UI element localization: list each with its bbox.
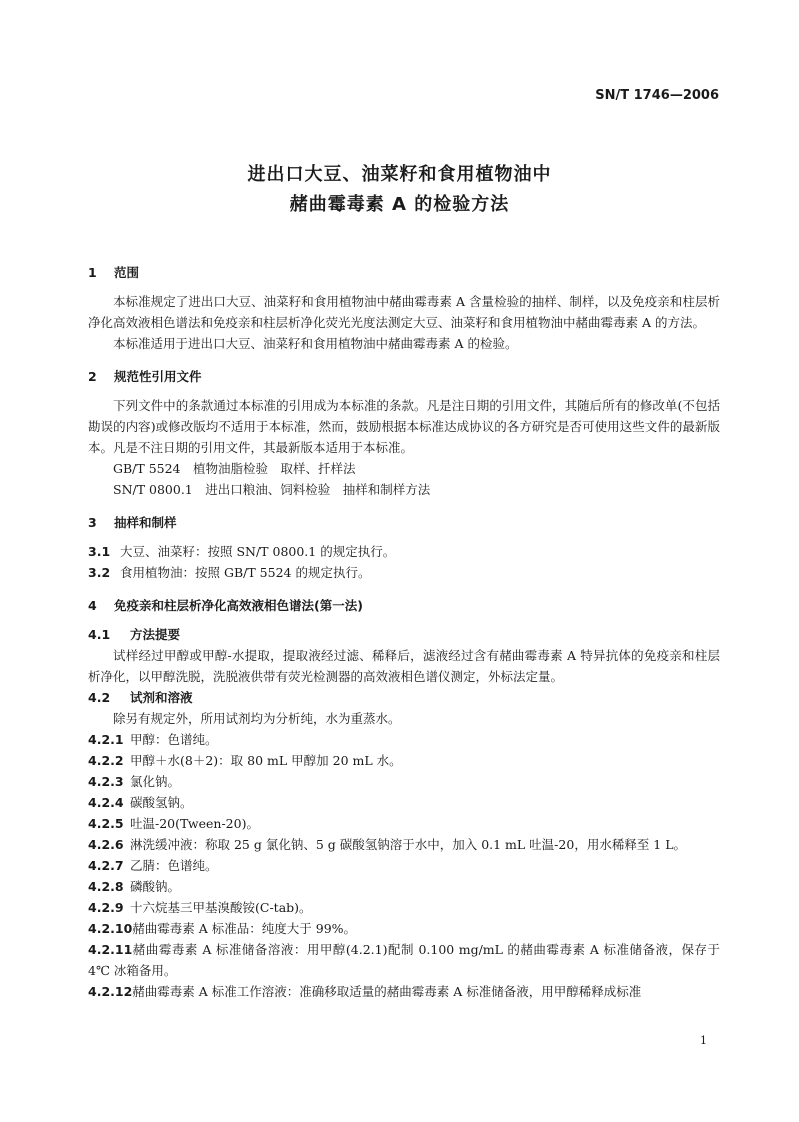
clause-number: 4.2.1 bbox=[88, 732, 124, 747]
section-number: 4 bbox=[88, 598, 97, 613]
clause-item bbox=[88, 876, 720, 897]
paragraph: 除另有规定外，所用试剂均为分析纯，水为重蒸水。 bbox=[113, 711, 401, 726]
section-heading-3 bbox=[88, 512, 720, 533]
section-title: 免疫亲和柱层析净化高效液相色谱法(第一法) bbox=[114, 598, 363, 613]
subsection-number: 4.2 bbox=[88, 690, 111, 705]
paragraph: 本标准规定了进出口大豆、油菜籽和食用植物油中赭曲霉毒素 A 含量检验的抽样、制样，以及免疫亲和柱层析净化高效液相色谱法和免疫亲和柱层析净化荧光光度法测定大豆、油菜籽和食用植物油中赭曲霉毒素 A 的方法。 bbox=[88, 294, 720, 330]
clause-text: 碳酸氢钠。 bbox=[130, 795, 193, 810]
clause-text: 淋洗缓冲液：称取 25 g 氯化钠、5 g 碳酸氢钠溶于水中，加入 0.1 mL 吐温-20，用水稀释至 1 L。 bbox=[130, 837, 687, 852]
section-heading-4 bbox=[88, 595, 720, 616]
clause-item bbox=[88, 855, 720, 876]
clause-number: 4.2.5 bbox=[88, 816, 124, 831]
section-number: 1 bbox=[88, 265, 97, 280]
document-title-line2: 赭曲霉毒素 A 的检验方法 bbox=[289, 194, 510, 215]
clause-number: 4.2.11 bbox=[88, 942, 133, 957]
paragraph: 下列文件中的条款通过本标准的引用成为本标准的条款。凡是注日期的引用文件，其随后所有的修改单(不包括勘误的内容)或修改版均不适用于本标准，然而，鼓励根据本标准达成协议的各方研究是否可使用这些文件的最新版本。凡是不注日期的引用文件，其最新版本适用于本标准。 bbox=[88, 398, 720, 455]
clause-number: 3.1 bbox=[88, 544, 111, 559]
clause-item bbox=[88, 792, 720, 813]
clause-number: 4.2.9 bbox=[88, 900, 124, 915]
section-heading-1 bbox=[88, 262, 720, 283]
paragraph: 试样经过甲醇或甲醇-水提取，提取液经过滤、稀释后，滤液经过含有赭曲霉毒素 A 特异抗体的免疫亲和柱层析净化，以甲醇洗脱，洗脱液供带有荧光检测器的高效液相色谱仪测定，外标法定量。 bbox=[88, 648, 720, 684]
clause-number: 4.2.7 bbox=[88, 858, 124, 873]
subsection-heading-4-1 bbox=[88, 624, 720, 645]
standard-number: SN/T 1746—2006 bbox=[595, 88, 719, 103]
clause-number: 4.2.12 bbox=[88, 984, 133, 999]
clause-item bbox=[88, 813, 720, 834]
clause-text: 甲醇：色谱纯。 bbox=[130, 732, 218, 747]
clause-number: 4.2.2 bbox=[88, 753, 124, 768]
clause-text: 氯化钠。 bbox=[130, 774, 181, 789]
clause-item bbox=[88, 541, 720, 562]
subsection-number: 4.1 bbox=[88, 627, 111, 642]
page-number: 1 bbox=[700, 1034, 707, 1047]
subsection-title: 方法提要 bbox=[130, 627, 181, 642]
clause-item bbox=[88, 918, 720, 939]
subsection-heading-4-2 bbox=[88, 687, 720, 708]
section-number: 3 bbox=[88, 515, 97, 530]
clause-item bbox=[88, 750, 720, 771]
document-title-line1: 进出口大豆、油菜籽和食用植物油中 bbox=[247, 164, 552, 185]
clause-item bbox=[88, 562, 720, 583]
clause-text: 赭曲霉毒素 A 标准工作溶液：准确移取适量的赭曲霉毒素 A 标准储备液，用甲醇稀释成标准 bbox=[132, 984, 642, 999]
clause-number: 4.2.8 bbox=[88, 879, 124, 894]
clause-text: 赭曲霉毒素 A 标准品：纯度大于 99%。 bbox=[132, 921, 357, 936]
section-number: 2 bbox=[88, 369, 97, 384]
clause-item bbox=[88, 981, 720, 1002]
clause-text: 食用植物油：按照 GB/T 5524 的规定执行。 bbox=[120, 565, 371, 580]
clause-text: 十六烷基三甲基溴酸铵(C-tab)。 bbox=[130, 900, 312, 915]
clause-text: 乙腈：色谱纯。 bbox=[130, 858, 218, 873]
paragraph: 本标准适用于进出口大豆、油菜籽和食用植物油中赭曲霉毒素 A 的检验。 bbox=[113, 336, 518, 351]
subsection-title: 试剂和溶液 bbox=[130, 690, 193, 705]
clause-number: 4.2.4 bbox=[88, 795, 124, 810]
clause-text: 大豆、油菜籽：按照 SN/T 0800.1 的规定执行。 bbox=[120, 544, 396, 559]
clause-text: 赭曲霉毒素 A 标准储备溶液：用甲醇(4.2.1)配制 0.100 mg/mL 的赭曲霉毒素 A 标准储备液，保存于 4℃ 冰箱备用。 bbox=[88, 942, 720, 978]
clause-text: 吐温-20(Tween-20)。 bbox=[130, 816, 259, 831]
clause-item bbox=[88, 834, 720, 855]
clause-item bbox=[88, 729, 720, 750]
document-body bbox=[88, 256, 720, 1002]
section-title: 抽样和制样 bbox=[114, 515, 177, 530]
clause-text: 磷酸钠。 bbox=[130, 879, 181, 894]
section-title: 规范性引用文件 bbox=[114, 369, 202, 384]
clause-item bbox=[88, 771, 720, 792]
section-heading-2 bbox=[88, 366, 720, 387]
clause-number: 3.2 bbox=[88, 565, 111, 580]
reference-item: SN/T 0800.1 进出口粮油、饲料检验 抽样和制样方法 bbox=[113, 482, 431, 497]
clause-number: 4.2.10 bbox=[88, 921, 133, 936]
clause-number: 4.2.3 bbox=[88, 774, 124, 789]
clause-number: 4.2.6 bbox=[88, 837, 124, 852]
clause-text: 甲醇＋水(8＋2)：取 80 mL 甲醇加 20 mL 水。 bbox=[130, 753, 402, 768]
reference-item: GB/T 5524 植物油脂检验 取样、扦样法 bbox=[113, 461, 356, 476]
section-title: 范围 bbox=[114, 265, 140, 280]
clause-item bbox=[88, 939, 720, 981]
clause-item bbox=[88, 897, 720, 918]
